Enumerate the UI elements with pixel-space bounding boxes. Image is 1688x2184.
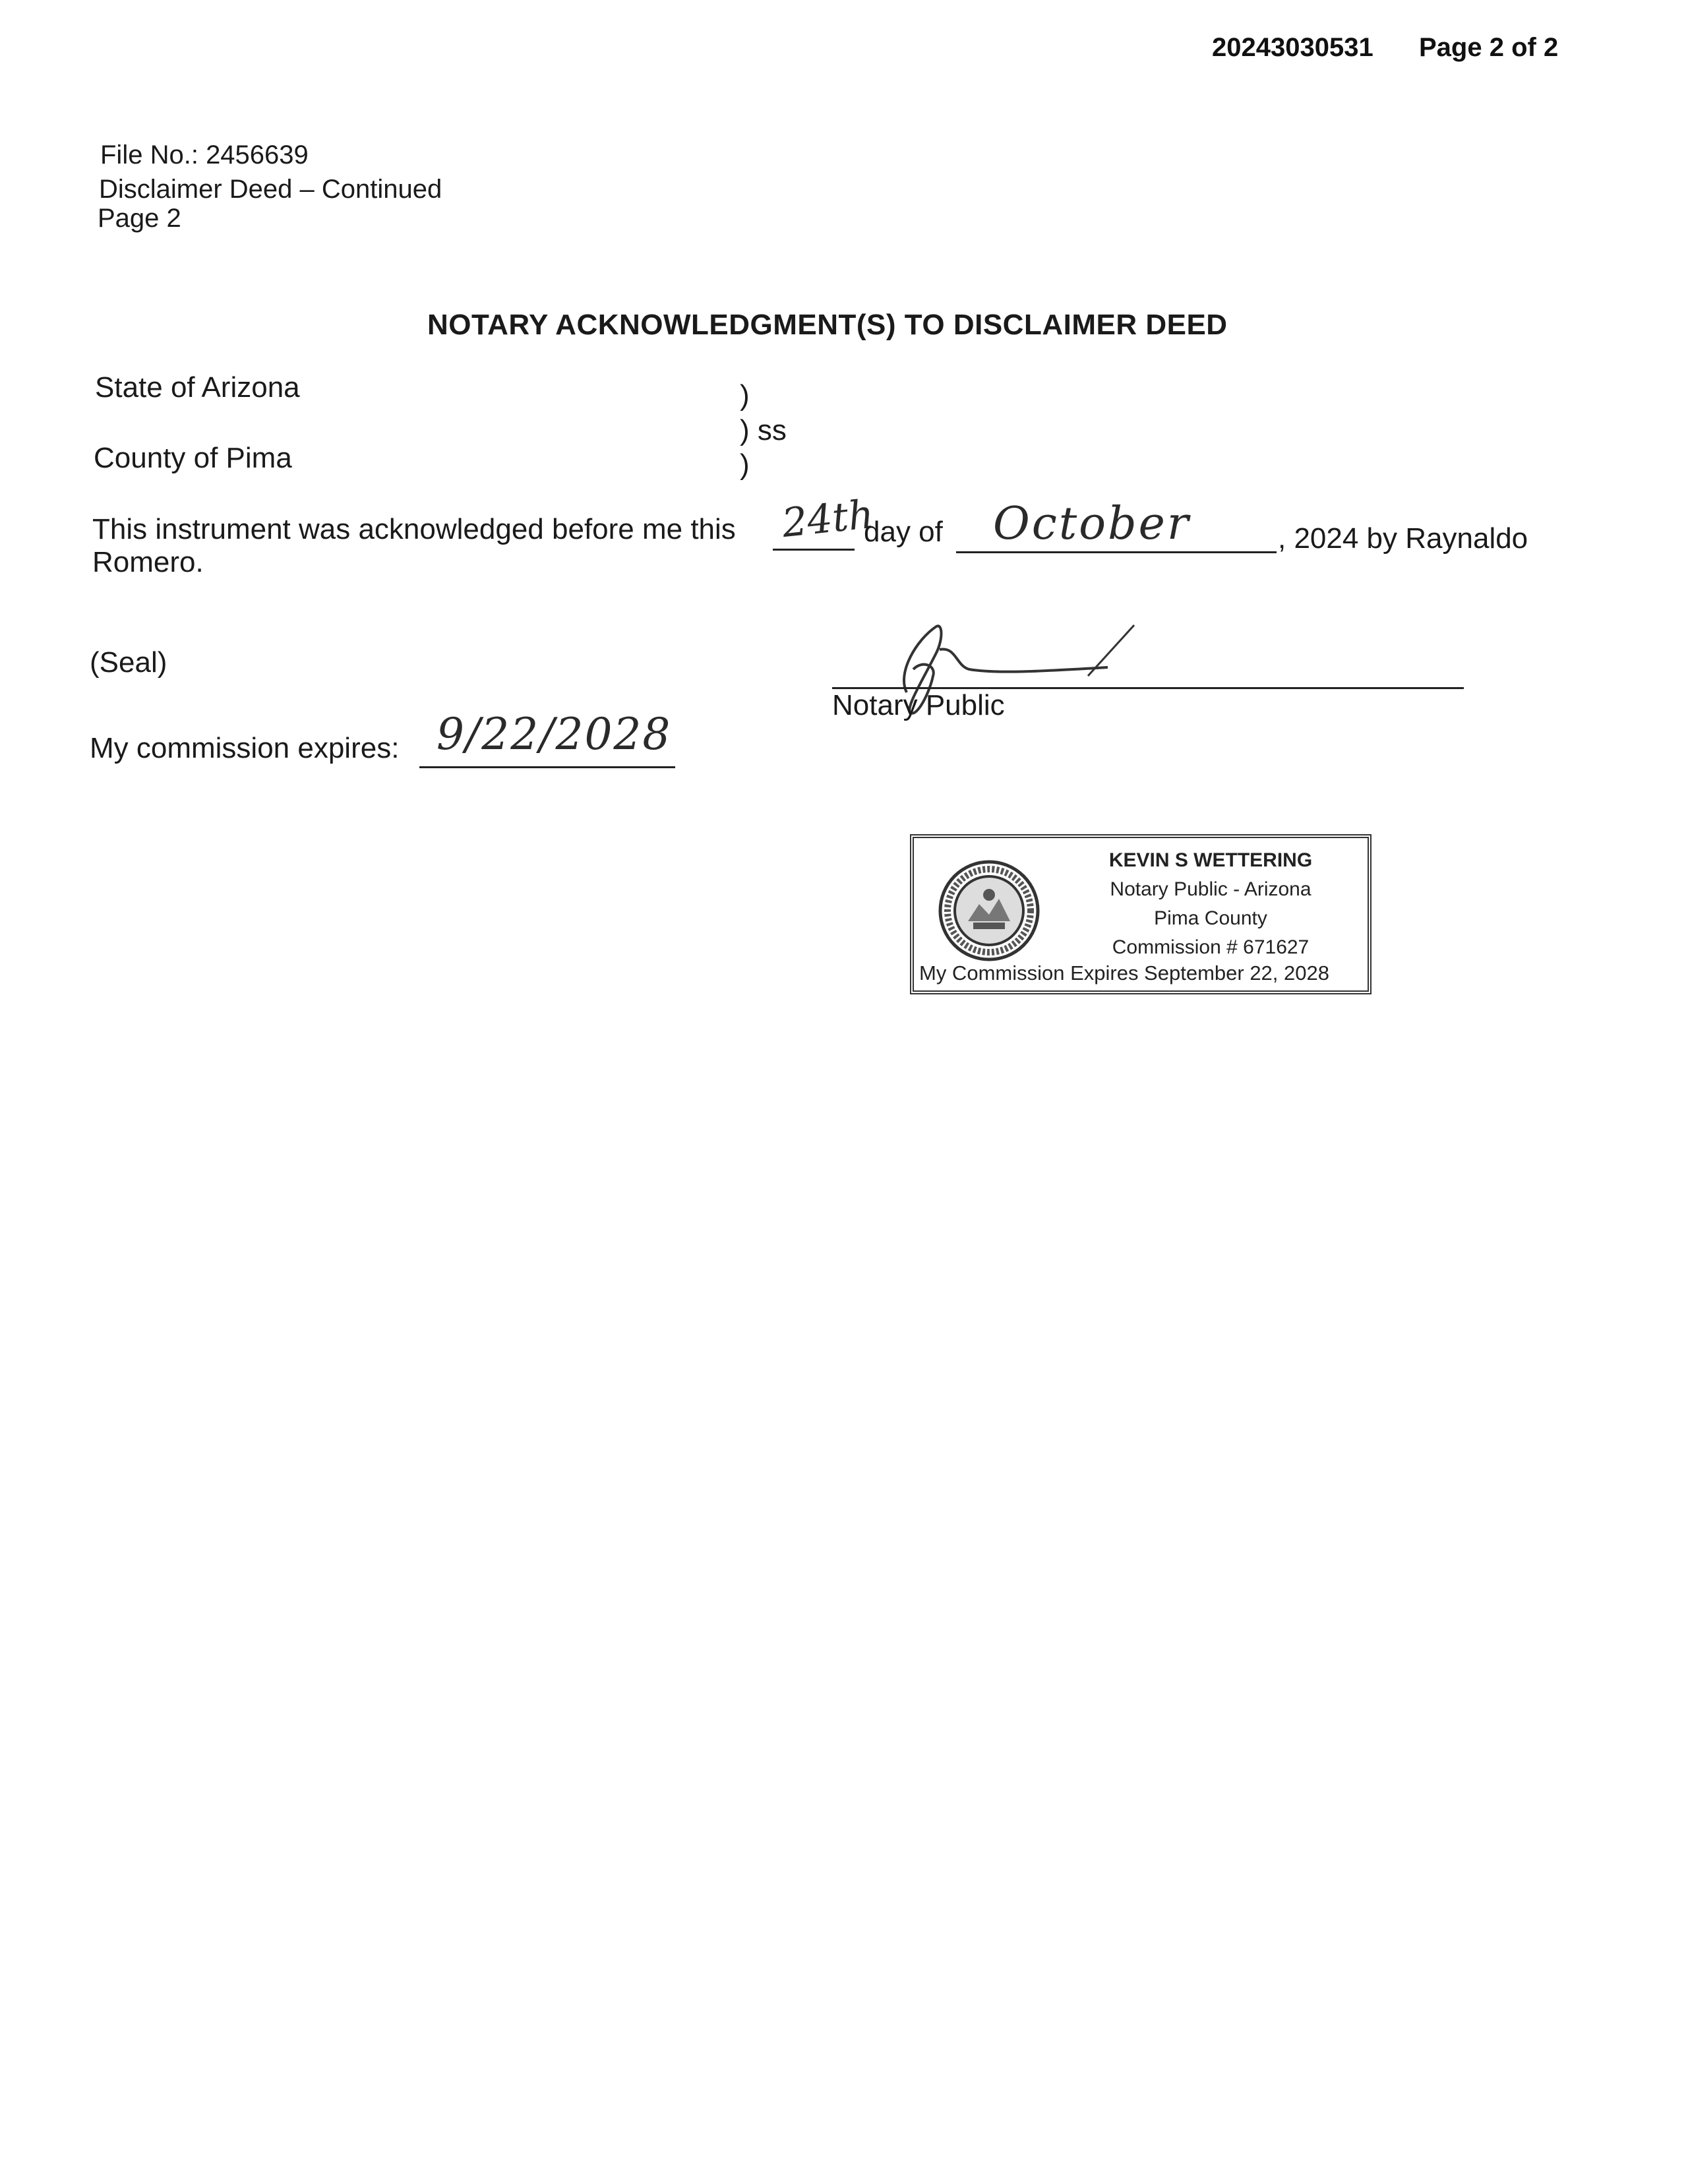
seal-label: (Seal) [90, 646, 167, 679]
stamp-county: Pima County [1154, 907, 1267, 929]
venue-ss: ) ss [740, 414, 787, 446]
ack-text-before-day: This instrument was acknowledged before me this [92, 513, 736, 545]
page-number: Page 2 [98, 204, 181, 233]
page-count-label: Page 2 of 2 [1419, 33, 1559, 62]
stamp-expiration: My Commission Expires September 22, 2028 [919, 961, 1329, 985]
file-number: 2456639 [206, 140, 309, 169]
venue-county: County of Pima [94, 442, 292, 474]
stamp-commission-number: Commission # 671627 [1112, 936, 1310, 958]
handwritten-day: 24th [779, 491, 876, 547]
file-number-label: File No.: [100, 140, 198, 169]
ack-text-year-name: , 2024 by Raynaldo [1278, 522, 1528, 555]
recording-number: 20243030531 [1212, 33, 1373, 62]
notary-title: NOTARY ACKNOWLEDGMENT(S) TO DISCLAIMER DEED [427, 309, 1228, 341]
stamp-notary-name: KEVIN S WETTERING [1108, 849, 1313, 871]
month-blank-line [956, 551, 1277, 553]
commission-date-line [419, 766, 675, 768]
handwritten-month: October [993, 498, 1191, 550]
document-subtitle: Disclaimer Deed – Continued [99, 175, 442, 204]
file-number-line [100, 138, 309, 171]
arizona-state-seal-icon [936, 858, 1042, 963]
stamp-text-block [1059, 846, 1362, 962]
notary-stamp [910, 834, 1372, 994]
day-blank-line [773, 549, 855, 551]
commission-expires-label: My commission expires: [90, 732, 400, 764]
ack-text-name-line2: Romero. [92, 546, 204, 578]
venue-paren-bottom: ) [740, 448, 750, 481]
ack-text-day-of: day of [864, 516, 943, 548]
venue-state: State of Arizona [95, 371, 300, 404]
handwritten-commission-date: 9/22/2028 [437, 709, 672, 760]
notary-public-label: Notary Public [832, 689, 1005, 721]
venue-paren-top: ) [740, 379, 750, 411]
stamp-notary-title: Notary Public - Arizona [1110, 878, 1311, 900]
